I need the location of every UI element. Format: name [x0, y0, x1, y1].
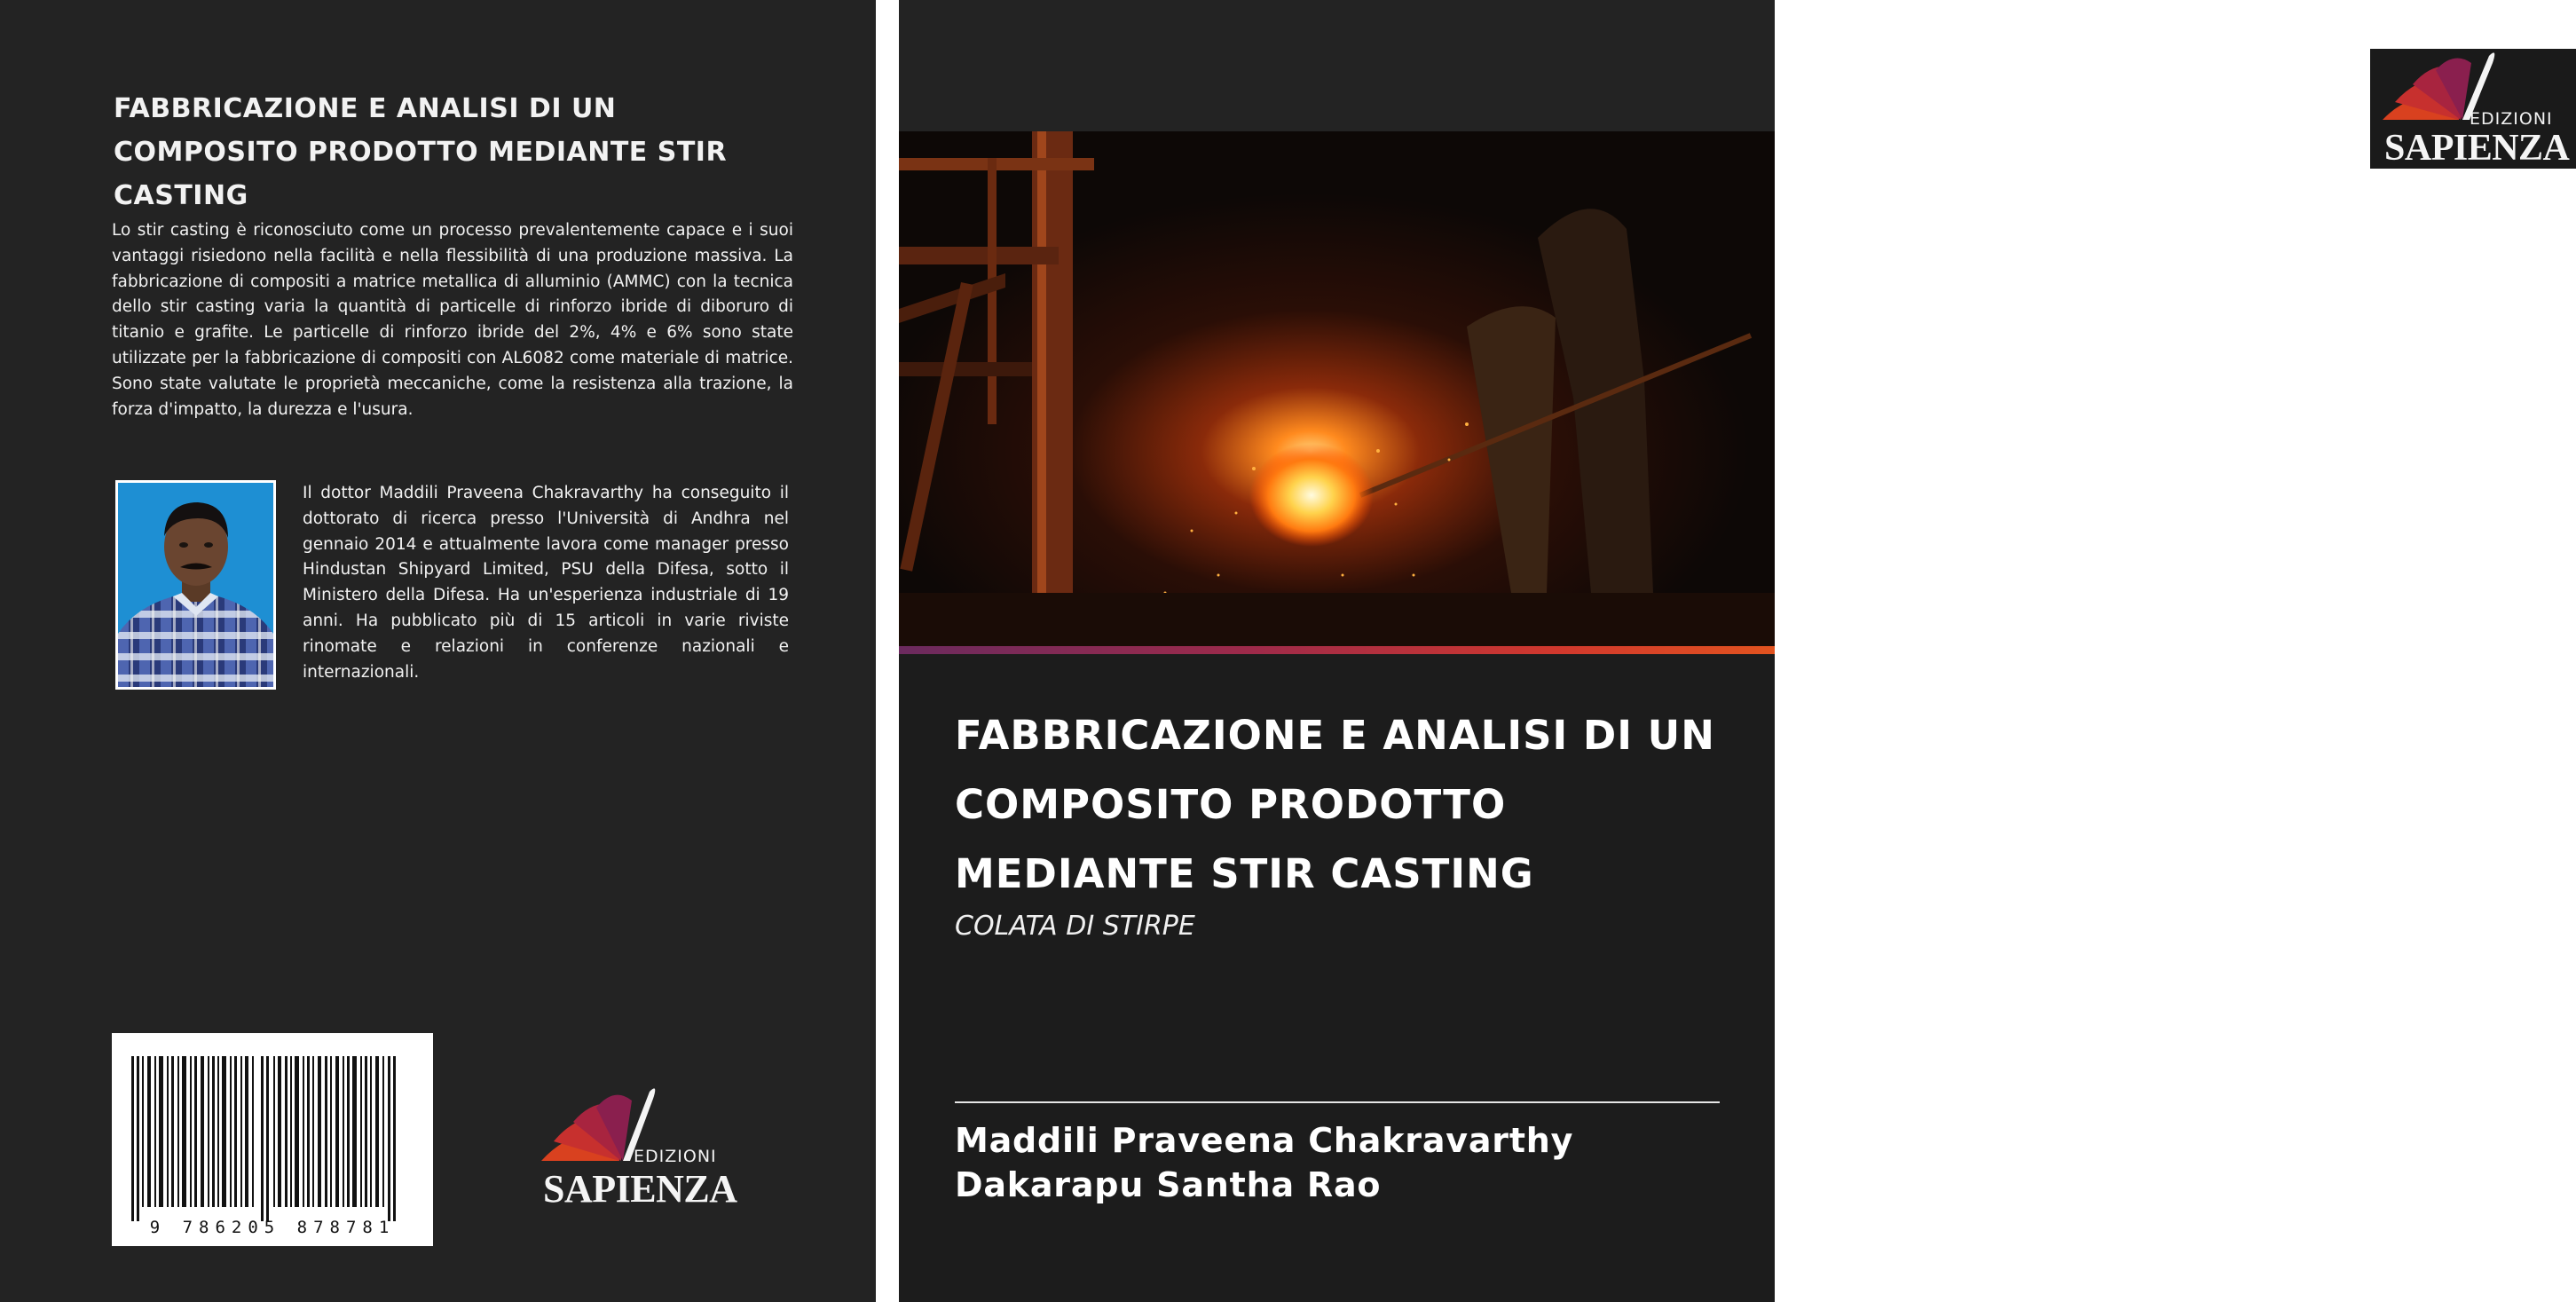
back-cover-abstract: Lo stir casting è riconosciuto come un processo prevalentemente capace e i suoi vantaggi risiedono nella facilità e nella flessibilità di una produzione massiva. La fabbricazione di compositi a matrice metallica di alluminio (AMMC) con la tecnica dello stir casting varia la quantità di particelle di rinforzo ibride di diboruro di titanio e grafite. Le particelle di rinforzo ibride del 2%, 4% e 6% sono state utilizzate per la fabbricazione di compositi con AL6082 come materiale di matrice. Sono state valutate le proprietà meccaniche, come la resistenza alla trazione, la forza d'impatto, la durezza e l'usura. [112, 221, 793, 419]
author-list [955, 1118, 1753, 1207]
spine-gap [876, 0, 899, 1302]
front-cover [899, 0, 2570, 1302]
isbn-barcode [112, 1033, 433, 1246]
publisher-edizioni-label: EDIZIONI [634, 1147, 717, 1166]
back-cover-title: FABBRICAZIONE E ANALISI DI UN COMPOSITO PRODOTTO MEDIANTE STIR CASTING [114, 93, 728, 211]
barcode-bars [112, 1033, 433, 1246]
divider [955, 1101, 1720, 1103]
accent-gradient-line [899, 646, 1775, 654]
publisher-name: SAPIENZA [2384, 128, 2570, 169]
foundry-scene-image [899, 131, 1775, 648]
author-bio: Il dottor Maddili Praveena Chakravarthy ha conseguito il dottorato di ricerca presso l'Università di Andhra nel gennaio 2014 e attualmente lavora come manager presso Hindustan Shipyard Limited, PSU della Difesa, sotto il Ministero della Difesa. Ha un'esperienza industriale di 19 anni. Ha pubblicato più di 15 articoli in varie riviste rinomate e relazioni in conferenze nazionali e internazionali. [303, 484, 789, 682]
front-top-band [899, 0, 1775, 131]
publisher-edizioni-label: EDIZIONI [2470, 109, 2553, 129]
author-name: Dakarapu Santha Rao [955, 1165, 1382, 1204]
front-cover-title: FABBRICAZIONE E ANALISI DI UN COMPOSITO PRODOTTO MEDIANTE STIR CASTING [955, 712, 1715, 897]
author-photo [115, 480, 276, 690]
barcode-digits: 9 786205 878781 [149, 1218, 396, 1237]
back-cover [0, 0, 876, 1302]
publisher-logo-front [2370, 49, 2576, 169]
author-portrait-image [118, 483, 273, 687]
publisher-name: SAPIENZA [543, 1167, 737, 1211]
publisher-logo-back [534, 1083, 737, 1211]
cover-photo-foundry [899, 131, 1775, 648]
front-cover-subtitle: COLATA DI STIRPE [955, 911, 1195, 942]
author-name: Maddili Praveena Chakravarthy [955, 1121, 1574, 1160]
